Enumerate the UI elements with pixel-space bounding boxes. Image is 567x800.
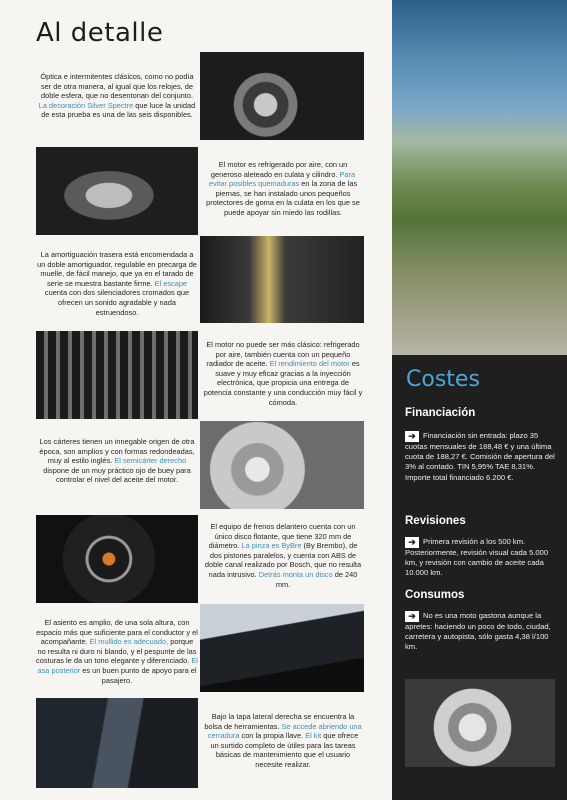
block-text: es un buen punto de apoyo para el pasajero. <box>80 665 197 685</box>
consumos-heading: Consumos <box>405 589 465 601</box>
photo-front-brake <box>36 515 198 603</box>
text-block-frenos <box>203 522 363 589</box>
text-block-optica <box>36 72 198 120</box>
financiacion-text <box>405 431 555 483</box>
block-text: que luce la unidad de esta prueba es una de las seis disponibles. <box>41 100 196 120</box>
block-text: que ofrece un surtido completo de útiles para las tareas básicas de mantenimiento que el usuario necesite realizar. <box>210 731 359 769</box>
photo-engine-cooler <box>36 331 198 419</box>
block-highlight: El semicárter derecho <box>114 456 187 466</box>
block-text: de 240 mm. <box>275 569 358 589</box>
block-highlight: La decoración Silver Spectre <box>38 100 134 110</box>
block-highlight: El escape <box>154 278 188 288</box>
photo-fuel-cap <box>405 679 555 767</box>
text-block-motor-refrigerado <box>203 160 363 218</box>
block-highlight: El kit <box>305 731 322 741</box>
landscape-photo <box>392 0 567 355</box>
block-text: El asiento es amplio, de una sola altura, con espacio más que suficiente para el conductor y el acompañante. <box>36 618 198 647</box>
block-text: El motor es refrigerado por aire, con un generoso aleteado en culata y cilindro. <box>210 160 348 179</box>
photo-headlight <box>200 52 364 140</box>
block-text: El motor no puede ser más clásico: refrigerado por aire, también cuenta con un pequeño radiador de aceite. <box>206 340 360 369</box>
arrow-icon: ➔ <box>405 537 419 548</box>
revisiones-text <box>405 537 555 579</box>
consumos-text <box>405 611 555 653</box>
text-block-herramientas <box>203 712 363 770</box>
financiacion-heading: Financiación <box>405 407 476 419</box>
block-highlight: El mullido es adecuado, <box>89 637 169 647</box>
text-block-asiento <box>36 618 198 685</box>
block-highlight: Se accede abriendo una cerradura <box>207 721 362 741</box>
photo-seat <box>200 604 364 692</box>
block-text: dispone de un muy práctico ojo de buey para controlar el nivel del aceite del motor. <box>43 465 191 485</box>
block-highlight: Detrás monta un disco <box>258 569 333 579</box>
block-text: cuenta con dos silenciadores cromados que ofrecen un sonido agradable y nada estruendoso. <box>44 288 190 317</box>
block-text: El equipo de frenos delantero cuenta con un único disco flotante, que tiene 320 mm de diámetro. <box>208 522 356 551</box>
photo-toolkit <box>36 698 198 788</box>
photo-engine <box>36 147 198 235</box>
block-highlight: La pinza es ByBre <box>241 541 302 551</box>
financiacion-body: Financiación sin entrada: plazo 35 cuotas mensuales de 188,48 € y una última cuota de 188,27 €. Comisión de apertura del 3% al contado. TIN 5,95% TAE 8,31%. Importe total financiado 6.200 €. <box>405 431 555 482</box>
text-block-motor-clasico <box>203 340 363 407</box>
block-text: porque no resulta ni duro ni blando, y el pespunte de las costuras le da un tono elegante y diferenciado. <box>36 637 197 666</box>
costes-panel <box>392 355 567 800</box>
block-text: es suave y muy eficaz gracias a la inyección electrónica, que propicia una entrega de potencia constante y una conducción muy fácil y cómoda. <box>203 359 363 407</box>
page-title: Al detalle <box>36 18 164 48</box>
block-text: en la zona de las piernas, se han instalado unos pequeños protectores de goma en la culata en los que se puede apoyar sin miedo las rodillas. <box>206 179 360 217</box>
block-text: Bajo la tapa lateral derecha se encuentra la bolsa de herramientas. <box>204 712 355 731</box>
photo-rear-shock <box>200 236 364 323</box>
block-text: Los cárteres tienen un innegable origen de otra época, son amplios y con formas redondeadas, muy al estilo inglés. <box>39 437 195 466</box>
revisiones-body: Primera revisión a los 500 km. Posteriormente, revisión visual cada 5.000 km, y revisión con cambio de aceite cada 10.000 km. <box>405 537 549 578</box>
arrow-icon: ➔ <box>405 611 419 622</box>
block-text: Óptica e intermitentes clásicos, como no podía ser de otra manera, al igual que los relojes, de doble esfera, que no desentonan del conjunto. <box>40 72 194 101</box>
costes-title: Costes <box>406 367 480 392</box>
block-highlight: El asa posterior <box>37 656 198 675</box>
block-text: (By Brembo), de dos pistones paralelos, y cuenta con ABS de doble canal realizado por Bosch, que no resulta nada intrusivo. <box>204 541 362 579</box>
block-highlight: Para evitar posibles quemaduras <box>208 169 356 189</box>
arrow-icon: ➔ <box>405 431 419 442</box>
photo-oil-window <box>200 421 364 509</box>
consumos-body: No es una moto gastona aunque la apretes: haciendo un poco de todo, ciudad, carretera y autopista, sólo gasta 4,38 l/100 km. <box>405 611 551 652</box>
block-highlight: El rendimiento del motor <box>269 359 350 369</box>
revisiones-heading: Revisiones <box>405 515 466 527</box>
block-text: con la propia llave. <box>239 731 306 741</box>
text-block-amortiguacion <box>36 250 198 317</box>
block-text: La amortiguación trasera está encomendada a un doble amortiguador, regulable en precarga de muelle, de fácil manejo, que ya en el tarado de serie se muestra bastante firme. <box>37 250 197 288</box>
text-block-carteres <box>36 437 198 485</box>
